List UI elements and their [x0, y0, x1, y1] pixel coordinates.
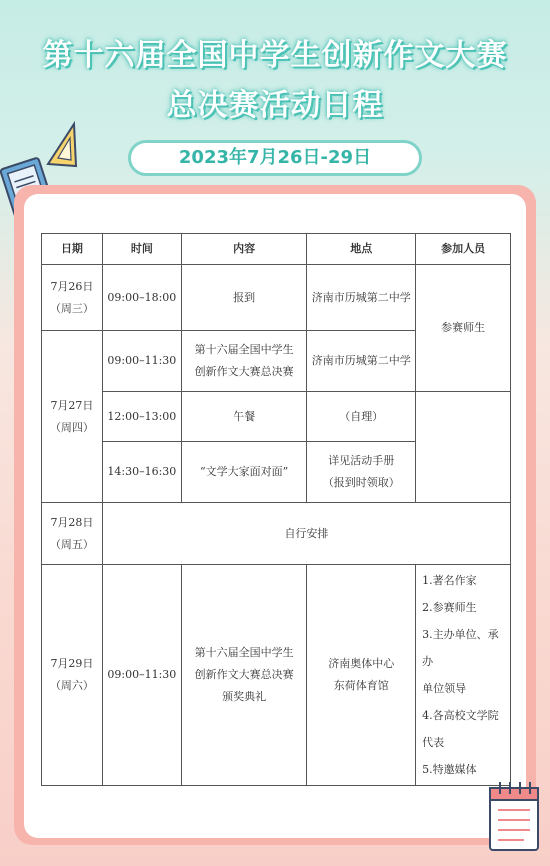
participants-cell: 参赛师生 [416, 265, 511, 392]
header-participants: 参加人员 [416, 234, 511, 265]
time-cell: 09:00–11:30 [102, 565, 181, 786]
content-cell: 自行安排 [102, 503, 510, 565]
date-range-badge: 2023年7月26日-29日 [128, 140, 422, 176]
table-header-row [42, 234, 511, 265]
table-row [42, 565, 511, 786]
date-cell: 7月28日 （周五） [42, 503, 103, 565]
date-cell: 7月29日 （周六） [42, 565, 103, 786]
time-cell: 14:30–16:30 [102, 442, 181, 503]
list-item: 4.各高校文学院 [422, 709, 499, 722]
page-subtitle: 总决赛活动日程 [166, 88, 384, 123]
list-item: 5.特邀媒体 [422, 763, 477, 776]
time-cell: 12:00–13:00 [102, 392, 181, 442]
list-item: 单位领导 [422, 682, 467, 695]
participants-cell-empty [416, 392, 511, 503]
header-place: 地点 [307, 234, 416, 265]
page-title: 第十六届全国中学生创新作文大赛 [42, 38, 508, 73]
list-item: 代表 [422, 736, 445, 749]
header-date: 日期 [42, 234, 103, 265]
content-cell: 午餐 [181, 392, 307, 442]
list-item: 1.著名作家 [422, 574, 477, 587]
date-cell: 7月26日 （周三） [42, 265, 103, 331]
content-cell: 报到 [181, 265, 307, 331]
place-cell: 济南市历城第二中学 [307, 331, 416, 392]
table-row [42, 392, 511, 442]
place-cell: 济南奥体中心 东荷体育馆 [307, 565, 416, 786]
date-cell: 7月27日 （周四） [42, 331, 103, 503]
content-cell: “文学大家面对面” [181, 442, 307, 503]
calendar-icon [484, 776, 544, 856]
table-row [42, 265, 511, 331]
place-cell: 详见活动手册 （报到时领取） [307, 442, 416, 503]
place-cell: （自理） [307, 392, 416, 442]
list-item: 2.参赛师生 [422, 601, 477, 614]
header-time: 时间 [102, 234, 181, 265]
time-cell: 09:00–11:30 [102, 331, 181, 392]
schedule-table [41, 233, 511, 786]
participants-cell [416, 565, 511, 786]
header-content: 内容 [181, 234, 307, 265]
content-cell: 第十六届全国中学生 创新作文大赛总决赛 [181, 331, 307, 392]
ruler-triangle-icon [40, 120, 80, 170]
time-cell: 09:00–18:00 [102, 265, 181, 331]
content-cell: 第十六届全国中学生 创新作文大赛总决赛 颁奖典礼 [181, 565, 307, 786]
list-item: 3.主办单位、承办 [422, 628, 499, 668]
place-cell: 济南市历城第二中学 [307, 265, 416, 331]
table-row [42, 503, 511, 565]
